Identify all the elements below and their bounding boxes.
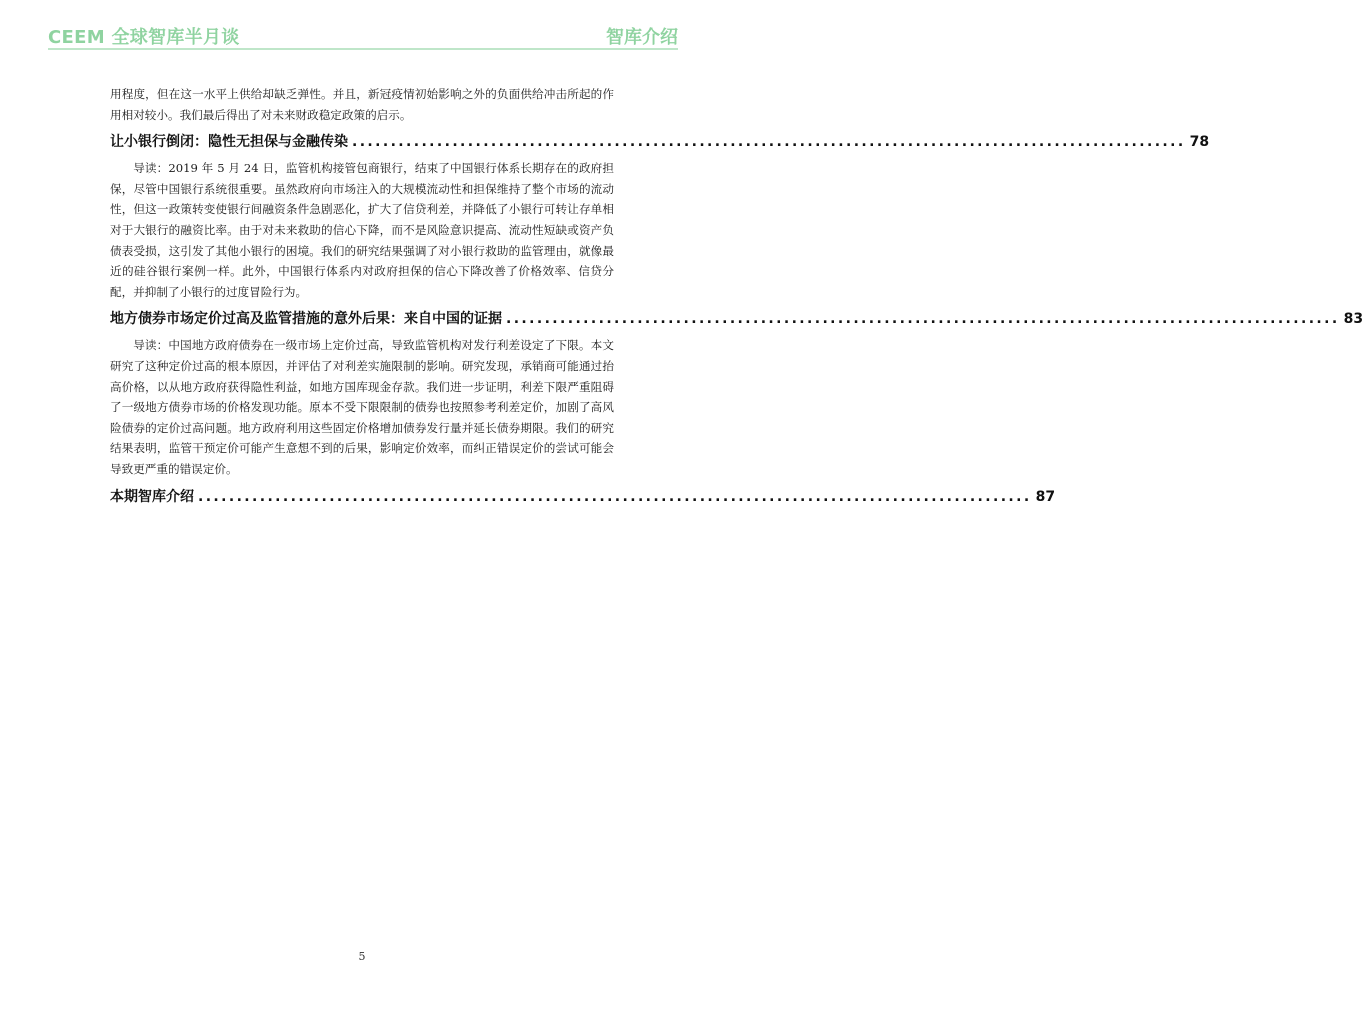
intro-paragraph: 用程度，但在这一水平上供给却缺乏弹性。并且，新冠疫情初始影响之外的负面供给冲击所起的作用相对较小。我们最后得出了对未来财政稳定政策的启示。 (110, 87, 614, 122)
toc-content (110, 84, 1363, 513)
toc-entry-local-bonds[interactable] (110, 308, 1363, 328)
toc-abstract: 导读：2019 年 5 月 24 日，监管机构接管包商银行，结束了中国银行体系长期存在的政府担保，尽管中国银行系统很重要。虽然政府向市场注入的大规模流动性和担保维持了整个市场的流动性，但这一政策转变使银行间融资条件急剧恶化，扩大了信贷利差，并降低了小银行可转让存单相对于大银行的融资比率。由于对未来救助的信心下降，而不是风险意识提高、流动性短缺或资产负债表受损，这引发了其他小银行的困境。我们的研究结果强调了对小银行救助的监管理由，就像最近的硅谷银行案例一样。此外，中国银行体系内对政府担保的信心下降改善了价格效率、信贷分配，并抑制了小银行的过度冒险行为。 (110, 161, 614, 299)
toc-entry-small-banks[interactable] (110, 131, 1210, 151)
publication-title: CEEM 全球智库半月谈 (48, 27, 240, 48)
toc-page-number[interactable]: 83 (1343, 311, 1363, 328)
toc-entry-think-tank-intro[interactable] (110, 486, 1056, 506)
toc-dot-leader: ............................................................................................................ (506, 311, 1340, 328)
toc-dot-leader: ............................................................................................................ (198, 488, 1032, 505)
toc-page-number[interactable]: 78 (1189, 134, 1210, 151)
page-number: 5 (358, 950, 366, 963)
toc-entry-title[interactable]: 地方债券市场定价过高及监管措施的意外后果：来自中国的证据 (110, 311, 502, 328)
toc-entry-title[interactable]: 让小银行倒闭：隐性无担保与金融传染 (110, 134, 348, 151)
toc-dot-leader: ............................................................................................................ (352, 134, 1186, 151)
section-title: 智库介绍 (606, 27, 678, 48)
toc-entry-title[interactable]: 本期智库介绍 (110, 488, 194, 505)
toc-page-number[interactable]: 87 (1035, 488, 1056, 505)
page-header (48, 22, 678, 50)
toc-abstract: 导读：中国地方政府债券在一级市场上定价过高，导致监管机构对发行利差设定了下限。本文研究了这种定价过高的根本原因，并评估了对利差实施限制的影响。研究发现，承销商可能通过抬高价格，以从地方政府获得隐性利益，如地方国库现金存款。我们进一步证明，利差下限严重阻碍了一级地方债券市场的价格发现功能。原本不受下限限制的债券也按照参考利差定价，加剧了高风险债券的定价过高问题。地方政府利用这些固定价格增加债券发行量并延长债券期限。我们的研究结果表明，监管干预定价可能产生意想不到的后果，影响定价效率，而纠正错误定价的尝试可能会导致更严重的错误定价。 (110, 338, 614, 476)
